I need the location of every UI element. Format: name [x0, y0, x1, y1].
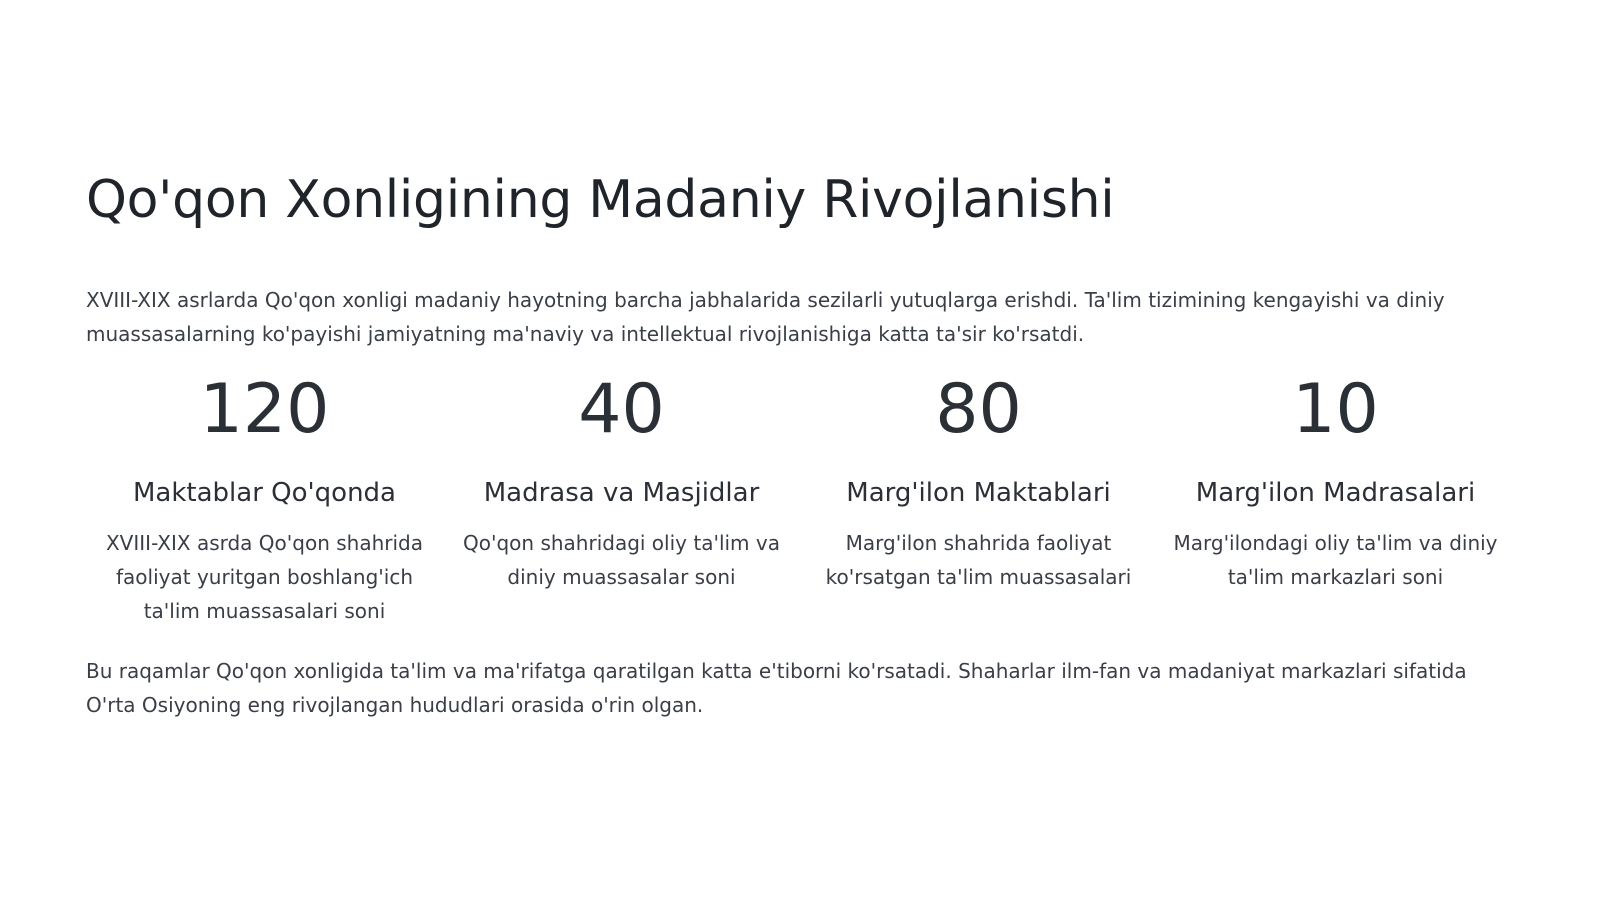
stat-label: Maktablar Qo'qonda	[132, 478, 396, 508]
outro-paragraph: Bu raqamlar Qo'qon xonligida ta'lim va ma'rifatga qaratilgan katta e'tiborni ko'rsatadi. Shaharlar ilm-fan va madaniyat markazlari sifatida O'rta Osiyoning eng rivojlangan hududlari orasida o'rin olgan.	[86, 659, 1467, 717]
stat-description: Qo'qon shahridagi oliy ta'lim va diniy muassasalar soni	[463, 531, 780, 589]
stat-label: Marg'ilon Maktablari	[846, 478, 1111, 508]
stat-card-margilon-madrasalari	[1157, 368, 1514, 628]
intro-paragraph: XVIII-XIX asrlarda Qo'qon xonligi madaniy hayotning barcha jabhalarida sezilarli yutuqlarga erishdi. Ta'lim tizimining kengayishi va diniy muassasalarning ko'payishi jamiyatning ma'naviy va intellektual rivojlanishiga katta ta'sir ko'rsatdi.	[86, 288, 1445, 346]
stat-card-maktablar	[86, 368, 443, 628]
stat-card-margilon-maktablari	[800, 368, 1157, 628]
stats-row	[86, 368, 1514, 628]
stat-number: 40	[578, 370, 665, 449]
stat-description: Marg'ilondagi oliy ta'lim va diniy ta'lim markazlari soni	[1173, 531, 1498, 589]
stat-description: XVIII-XIX asrda Qo'qon shahrida faoliyat yuritgan boshlang'ich ta'lim muassasalari soni	[105, 531, 423, 623]
stat-card-madrasa	[443, 368, 800, 628]
stat-number: 10	[1292, 370, 1379, 449]
stat-description: Marg'ilon shahrida faoliyat ko'rsatgan ta'lim muassasalari	[825, 531, 1132, 589]
stat-label: Marg'ilon Madrasalari	[1195, 478, 1476, 508]
page-title: Qo'qon Xonligining Madaniy Rivojlanishi	[86, 170, 1115, 230]
stat-number: 80	[935, 370, 1022, 449]
stat-label: Madrasa va Masjidlar	[483, 478, 760, 508]
stat-number: 120	[199, 370, 330, 449]
